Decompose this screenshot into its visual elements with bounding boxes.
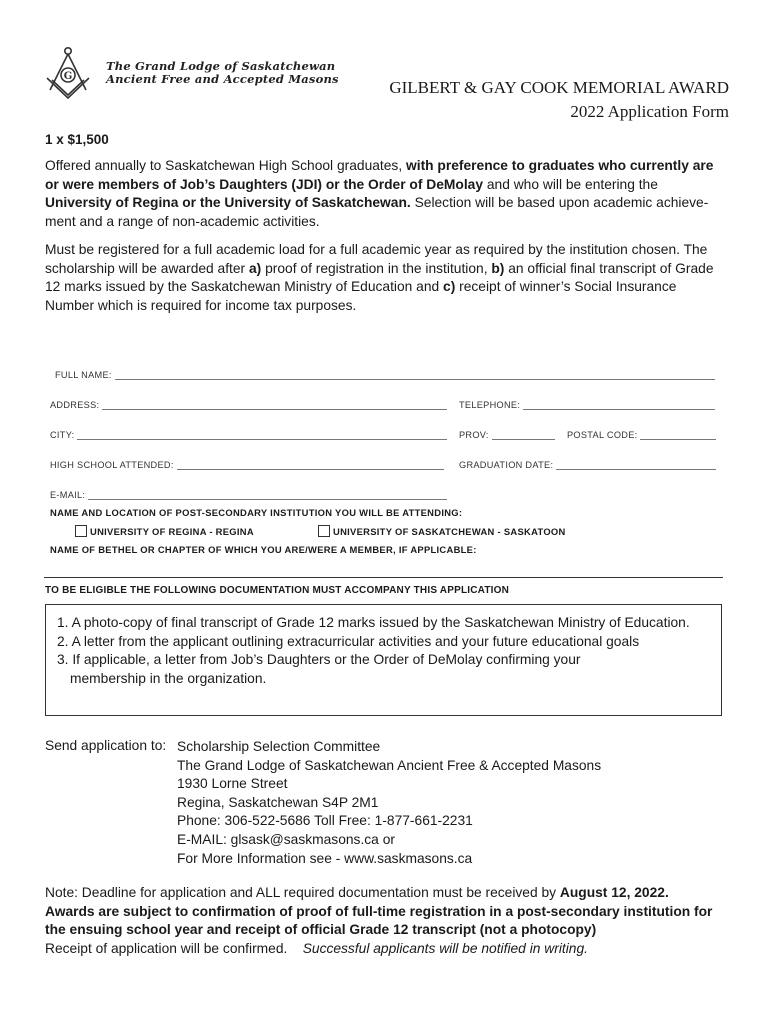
- form-title: 2022 Application Form: [570, 102, 729, 121]
- mailing-address: [177, 738, 601, 868]
- telephone-field[interactable]: TELEPHONE:: [459, 399, 715, 410]
- high-school-field[interactable]: HIGH SCHOOL ATTENDED:: [50, 459, 444, 470]
- eligibility-heading: TO BE ELIGIBLE THE FOLLOWING DOCUMENTATION MUST ACCOMPANY THIS APPLICATION: [45, 585, 510, 596]
- list-item: membership in the organization.: [70, 670, 267, 686]
- website-line: For More Information see - www.saskmasons.ca: [177, 850, 473, 866]
- send-to-label: Send application to:: [45, 738, 167, 753]
- city-field[interactable]: CITY:: [50, 429, 447, 440]
- award-amount: 1 x $1,500: [45, 132, 109, 147]
- square-and-compasses-icon: [44, 44, 94, 102]
- address-field[interactable]: ADDRESS:: [50, 399, 447, 410]
- institution-label: NAME AND LOCATION OF POST-SECONDARY INSTITUTION YOU WILL BE ATTENDING:: [50, 507, 463, 518]
- address-line: Regina, Saskatchewan S4P 2M1: [177, 794, 379, 810]
- lodge-name-line-1: The Grand Lodge of Saskatchewan: [106, 59, 336, 73]
- address-line: 1930 Lorne Street: [177, 776, 288, 792]
- checkbox-icon[interactable]: [318, 525, 330, 537]
- documentation-list: [57, 614, 712, 688]
- bethel-chapter-label: NAME OF BETHEL OR CHAPTER OF WHICH YOU ARE/WERE A MEMBER, IF APPLICABLE:: [50, 544, 477, 555]
- email-field[interactable]: E-MAIL:: [50, 489, 447, 500]
- full-name-field[interactable]: FULL NAME:: [55, 369, 715, 380]
- saskatchewan-checkbox[interactable]: UNIVERSITY OF SASKATCHEWAN - SASKATOON: [318, 525, 566, 537]
- description-paragraph: Offered annually to Saskatchewan High School graduates, with preference to graduates who currently are or were members of Job’s Daughters (JDI) or the Order of DeMolay and who will be entering the University of Regina or the University of Saskatchewan. Selection will be based upon academic achieve-ment and a range of non-academic activities.: [45, 158, 714, 229]
- list-item: 1. A photo-copy of final transcript of Grade 12 marks issued by the Saskatchewan Ministry of Education.: [57, 615, 690, 630]
- graduation-date-field[interactable]: GRADUATION DATE:: [459, 459, 716, 470]
- address-line: The Grand Lodge of Saskatchewan Ancient Free & Accepted Masons: [177, 757, 602, 773]
- regina-checkbox[interactable]: UNIVERSITY OF REGINA - REGINA: [75, 525, 254, 537]
- address-line: Scholarship Selection Committee: [177, 739, 381, 754]
- award-title: GILBERT & GAY COOK MEMORIAL AWARD: [389, 78, 729, 97]
- deadline-note: Note: Deadline for application and ALL required documentation must be received by August 12, 2022. Awards are subject to confirmation of proof of full-time registration in a post-secondary institution for the ensuing school year and receipt of official Grade 12 transcript (not a photocopy) Receipt of application will be confirmed. Successful applicants will be notified in writing.: [45, 885, 713, 956]
- lodge-name-line-2: Ancient Free and Accepted Masons: [106, 72, 339, 86]
- phone-line: Phone: 306-522-5686 Toll Free: 1-877-661-2231: [177, 813, 473, 829]
- list-item: 2. A letter from the applicant outlining extracurricular activities and your future educational goals: [57, 633, 640, 649]
- list-item: 3. If applicable, a letter from Job’s Daughters or the Order of DeMolay confirming your: [57, 652, 581, 668]
- email-line: E-MAIL: glsask@saskmasons.ca or: [177, 831, 395, 847]
- checkbox-icon[interactable]: [75, 525, 87, 537]
- divider: [44, 577, 723, 578]
- requirements-paragraph: Must be registered for a full academic load for a full academic year as required by the institution chosen. The scholarship will be awarded after a) proof of registration in the institution, b) an official final transcript of Grade 12 marks issued by the Saskatchewan Ministry of Education and c) receipt of winner’s Social Insurance Number which is required for income tax purposes.: [45, 242, 714, 313]
- svg-text:G: G: [63, 71, 73, 82]
- province-field[interactable]: PROV:: [459, 429, 555, 440]
- postal-code-field[interactable]: POSTAL CODE:: [567, 429, 716, 440]
